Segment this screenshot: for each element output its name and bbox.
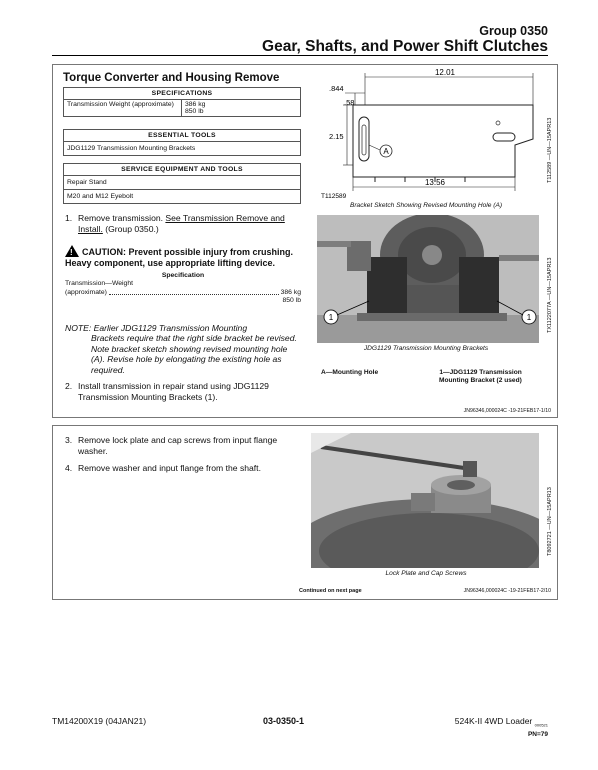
dim-bottom: 13.56 bbox=[424, 178, 446, 187]
footer-page-number: 03-0350-1 bbox=[263, 716, 305, 726]
warning-icon: ! bbox=[65, 245, 79, 257]
note-lead: NOTE: Earlier JDG1129 Transmission Mounting bbox=[65, 323, 248, 333]
figure3-caption: Lock Plate and Cap Screws bbox=[385, 570, 467, 577]
legend-a: A—Mounting Hole bbox=[321, 369, 379, 376]
figure2-side-code: TX1122077A —UN—15APR13 bbox=[547, 257, 553, 333]
spec-block-label: Transmission—Weight bbox=[65, 280, 133, 288]
spec-block-heading: Specification bbox=[161, 272, 205, 279]
header-divider bbox=[52, 55, 548, 56]
step-number: 3. bbox=[65, 435, 73, 445]
callout-1: 1 bbox=[328, 313, 334, 322]
service-tool-item: M20 and M12 Eyebolt bbox=[64, 190, 301, 204]
spec-item-label: Transmission Weight (approximate) bbox=[64, 100, 182, 117]
step-text: Remove transmission. bbox=[78, 213, 164, 223]
group-number: Group 0350 bbox=[479, 24, 548, 38]
service-tool-item: Repair Stand bbox=[64, 176, 301, 190]
figure3-side-code: T8092721 —UN—15APR13 bbox=[547, 487, 553, 556]
reference-code: JN96346,000024C -19-21FEB17-1/10 bbox=[463, 408, 551, 414]
spec-block-value: 850 lb bbox=[282, 297, 301, 305]
note-text: Brackets require that the right side bracket be revised. Note bracket sketch showing revised mounting hole (A). Revise hole by elongating the existing hole as required. bbox=[91, 333, 297, 375]
legend-1-line: Mounting Bracket (2 used) bbox=[439, 377, 522, 384]
step-4 bbox=[65, 463, 305, 474]
footer-pn: PN=79 bbox=[527, 731, 548, 738]
dim-left3: 2.15 bbox=[329, 132, 344, 141]
lock-plate-photo bbox=[311, 433, 539, 568]
step-1 bbox=[65, 213, 301, 234]
dim-left2: .58 bbox=[344, 98, 355, 107]
continued-notice: Continued on next page bbox=[299, 588, 362, 594]
essential-tool-item: JDG1129 Transmission Mounting Brackets bbox=[64, 142, 301, 156]
mounting-hole-shape bbox=[359, 117, 369, 161]
specifications-table bbox=[63, 87, 301, 117]
caution-text: CAUTION: Prevent possible injury from crushing. Heavy component, use appropriate lifting device. bbox=[65, 247, 294, 268]
dim-left1: .844 bbox=[329, 84, 344, 93]
figure1-side-code: T112589 —UN—15APR13 bbox=[547, 117, 553, 183]
step-text: Remove washer and input flange from the shaft. bbox=[78, 463, 261, 473]
essential-tools-heading: ESSENTIAL TOOLS bbox=[64, 130, 301, 142]
step-number: 1. bbox=[65, 213, 73, 223]
section-torque-converter bbox=[52, 64, 558, 418]
figure-id: T112589 bbox=[321, 193, 347, 200]
step-text: Install transmission in repair stand using JDG1129 Transmission Mounting Brackets (1). bbox=[78, 381, 269, 402]
figure1-caption: Bracket Sketch Showing Revised Mounting Hole (A) bbox=[349, 202, 503, 209]
mounting-brackets-photo bbox=[317, 215, 539, 343]
legend-1 bbox=[439, 369, 522, 385]
spec-block bbox=[65, 272, 301, 306]
dim-top: 12.01 bbox=[434, 68, 456, 77]
bracket-sketch-figure bbox=[315, 65, 547, 203]
footer-manual-id: TM14200X19 (04JAN21) bbox=[52, 716, 147, 726]
spec-block-label: (approximate) bbox=[65, 288, 107, 296]
caution-notice bbox=[65, 245, 305, 269]
footer-model-code: 000521 bbox=[534, 722, 548, 728]
service-tools-heading: SERVICE EQUIPMENT AND TOOLS bbox=[64, 164, 301, 176]
step-number: 4. bbox=[65, 463, 73, 473]
spec-value-kg: 386 kg bbox=[185, 101, 206, 108]
spec-block-value: 386 kg bbox=[280, 288, 301, 296]
note bbox=[65, 323, 301, 375]
section-title: Torque Converter and Housing Remove bbox=[63, 72, 280, 84]
footer-model bbox=[455, 716, 548, 728]
spec-value-lb: 850 lb bbox=[185, 108, 204, 115]
legend-1-line: 1—JDG1129 Transmission bbox=[439, 369, 522, 376]
step-text: (Group 0350.) bbox=[105, 223, 159, 234]
step-text: Remove lock plate and cap screws from input flange washer. bbox=[78, 435, 278, 456]
service-tools-table bbox=[63, 163, 301, 204]
footer-model-name: 524K-II 4WD Loader bbox=[454, 716, 533, 726]
reference-code: JN96346,000024C -19-21FEB17-2/10 bbox=[463, 588, 551, 594]
callout-a: A bbox=[383, 147, 389, 156]
essential-tools-table bbox=[63, 129, 301, 156]
step-link[interactable]: See Transmission Remove and Install. bbox=[78, 213, 285, 234]
figure2-caption: JDG1129 Transmission Mounting Brackets bbox=[363, 345, 489, 352]
step-3 bbox=[65, 435, 305, 456]
step-number: 2. bbox=[65, 381, 73, 391]
spec-item-value bbox=[182, 100, 301, 117]
page-title: Gear, Shafts, and Power Shift Clutches bbox=[262, 38, 548, 55]
section-input-flange bbox=[52, 425, 558, 600]
specifications-heading: SPECIFICATIONS bbox=[64, 88, 301, 100]
step-2 bbox=[65, 381, 301, 402]
callout-1: 1 bbox=[526, 313, 532, 322]
